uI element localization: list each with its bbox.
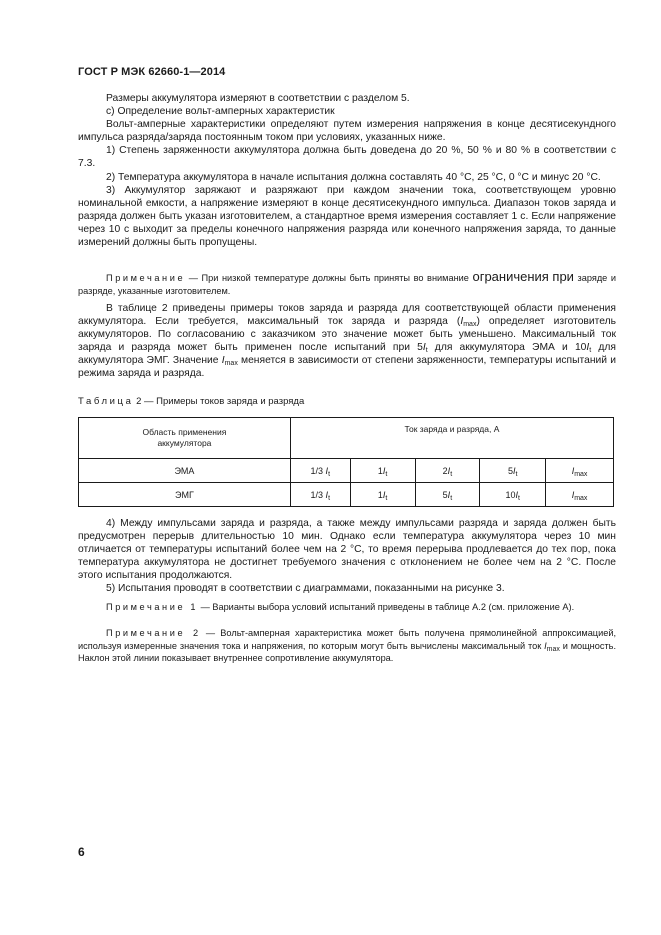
table-cell: 1/3 $I_t$ (290, 459, 350, 483)
table-row (79, 459, 614, 483)
table-cell: $5I_t$ (480, 459, 546, 483)
document-header: ГОСТ Р МЭК 62660-1—2014 (78, 66, 226, 78)
paragraph: В таблице 2 приведены примеры токов заряда и разряда для соответствующей области применения аккумулятора. Если требуется, максимальный ток заряда и разряда $(I_{max})$ определяет изготовитель аккумуляторов. По согласованию с заказчиком это значение может быть уменьшено. Максимальный ток заряда и разряда может быть применен после испытаний при $5I_t$ для аккумулятора ЭМА и $10I_t$ для аккумулятора ЭМГ. Значение $I_{max}$ меняется в зависимости от степени заряженности, температуры испытаний и режима заряда и разряда. (78, 303, 617, 380)
note-label: Примечание 2 (106, 628, 201, 638)
paragraph: Размеры аккумулятора измеряют в соответствии с разделом 5. (106, 93, 410, 104)
note-dash: — (188, 273, 198, 283)
table-cell: 1/3 $I_t$ (290, 483, 350, 507)
table-caption: Таблица 2 — Примеры токов заряда и разряда (78, 396, 305, 407)
table-cell: $10I_t$ (480, 483, 546, 507)
table-cell: $2I_t$ (415, 459, 480, 483)
body-block-1 (78, 92, 616, 249)
body-block-2 (78, 302, 616, 381)
page-number: 6 (78, 845, 85, 859)
body-block-3 (78, 517, 616, 596)
table-cell: $I_{max}$ (546, 483, 614, 507)
note-text: заряде и разряде, указанные изготовителем. (78, 273, 616, 296)
paragraph: Вольт-амперные характеристики определяют путем измерения напряжения в конце десятисекундного импульса разряда/заряда постоянным током при условиях, указанных ниже. (78, 119, 616, 144)
table-header-cell: Область применения аккумулятора (79, 418, 291, 459)
note-label: Примечание (106, 273, 186, 283)
paragraph: 3) Аккумулятор заряжают и разряжают при каждом значении тока, соответствующем уровню номинальной емкости, а напряжение измеряют в конце десятисекундного импульса. Диапазон токов заряда и разряда должен быть указан изготовителем, а стандартное время измерения составляет 1 с. Если напряжение через 10 с выходит за пределы конечного напряжения разряда или конечного напряжения заряда, то данные измерений должны быть пропущены. (78, 184, 616, 249)
note-label: Примечание 1 (106, 602, 199, 612)
note-text: — Варианты выбора условий испытаний приведены в таблице А.2 (см. приложение А). (198, 602, 575, 612)
table-cell: ЭМА (79, 459, 291, 483)
note-text-large: при (552, 269, 574, 284)
note-text: При низкой температуре должны быть приняты во внимание (201, 273, 469, 283)
note-2: Примечание 2 — Вольт-амперная характеристика может быть получена прямолинейной аппроксимацией, используя измеренные значения тока и напряжения, по которым могут быть вычислены максимальный ток $I_{max}$ и мощность. Наклон этой линии показывает внутреннее сопротивление аккумулятора. (78, 628, 617, 663)
table-cell: $1I_t$ (350, 483, 415, 507)
table-row (79, 483, 614, 507)
paragraph: 4) Между импульсами заряда и разряда, а также между импульсами разряда и заряда должен быть предусмотрен перерыв длительностью 10 мин. Однако если температура аккумулятора через 10 мин отличается от температуры испытаний более чем на 2 °С, то время перерыва продлевается до тех пор, пока температура аккумулятора не достигнет требуемого значения с отклонением не более чем на 2 °С. После этого испытания продолжаются. (78, 518, 616, 582)
table-cell: $1I_t$ (350, 459, 415, 483)
paragraph: 2) Температура аккумулятора в начале испытания должна составлять 40 °С, 25 °С, 0 °С и минус 20 °С. (106, 171, 601, 183)
paragraph: 5) Испытания проводят в соответствии с диаграммами, показанными на рисунке 3. (106, 583, 505, 595)
table-header-row (79, 418, 614, 459)
note-0 (78, 271, 616, 297)
current-table (78, 417, 614, 507)
paragraph: 1) Степень заряженности аккумулятора должна быть доведена до 20 %, 50 % и 80 % в соответствии с 7.3. (78, 145, 616, 170)
paragraph: с) Определение вольт-амперных характеристик (106, 106, 335, 118)
table-cell: $5I_t$ (415, 483, 480, 507)
table-cell: ЭМГ (79, 483, 291, 507)
table-header-cell: Ток заряда и разряда, А (290, 418, 613, 459)
note-1 (78, 601, 616, 614)
table-cell: $I_{max}$ (546, 459, 614, 483)
note-text-large: ограничения (472, 269, 549, 284)
